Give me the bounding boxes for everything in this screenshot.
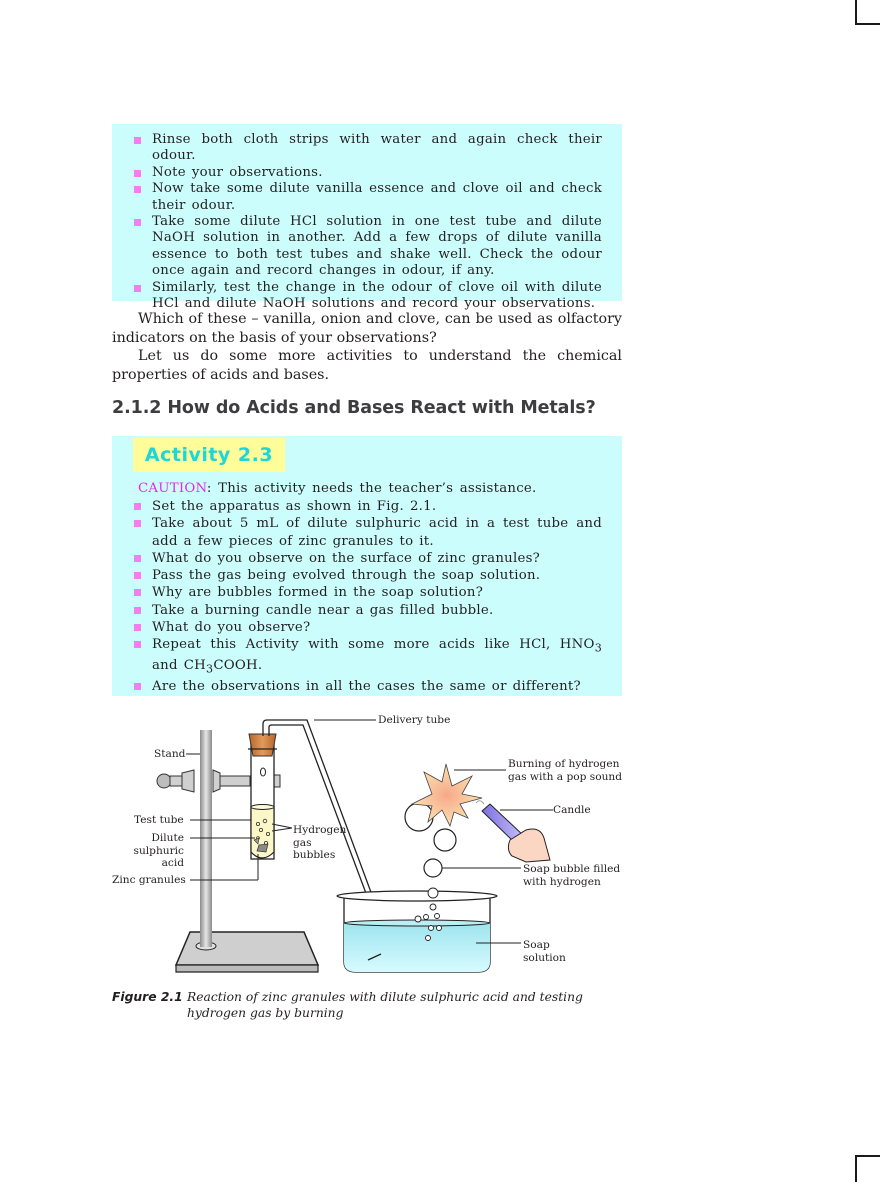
list-item: Take about 5 mL of dilute sulphuric acid in a test tube and add a few pieces of zinc granules to it. bbox=[112, 515, 602, 550]
caution-word: CAUTION bbox=[138, 481, 207, 496]
crop-mark-top-right bbox=[855, 0, 880, 25]
bullet-icon bbox=[134, 572, 141, 579]
list-item: Set the apparatus as shown in Fig. 2.1. bbox=[112, 498, 602, 515]
bullet-icon bbox=[134, 641, 141, 648]
body-text bbox=[112, 310, 622, 384]
beaker-icon bbox=[337, 888, 497, 972]
list-item: Similarly, test the change in the odour of clove oil with dilute HCl and dilute NaOH solutions and record your observations. bbox=[112, 280, 602, 313]
figure-caption bbox=[112, 990, 627, 1020]
list-item: Note your observations. bbox=[112, 165, 602, 181]
list-item: Now take some dilute vanilla essence and clove oil and check their odour. bbox=[112, 181, 602, 214]
bullet-icon bbox=[134, 607, 141, 614]
list-item: Rinse both cloth strips with water and again check their odour. bbox=[112, 132, 602, 165]
bullet-icon bbox=[134, 683, 141, 690]
paragraph: Let us do some more activities to understand the chemical properties of acids and bases. bbox=[112, 348, 622, 383]
activity-steps-list bbox=[112, 124, 622, 312]
crop-mark-bottom-right bbox=[855, 1155, 880, 1182]
list-item: What do you observe? bbox=[112, 619, 602, 636]
label-dilute-acid: Dilute sulphuric acid bbox=[133, 832, 184, 869]
label-zinc-granules: Zinc granules bbox=[112, 874, 186, 886]
label-delivery-tube: Delivery tube bbox=[378, 714, 451, 726]
bullet-icon bbox=[134, 137, 141, 144]
figure-apparatus bbox=[106, 700, 630, 985]
list-item: Pass the gas being evolved through the soap solution. bbox=[112, 567, 602, 584]
bullet-icon bbox=[134, 503, 141, 510]
section-heading: 2.1.2 How do Acids and Bases React with Metals? bbox=[112, 398, 596, 418]
bullet-icon bbox=[134, 285, 141, 292]
caption-text: Reaction of zinc granules with dilute sulphuric acid and testing hydrogen gas by burning bbox=[187, 990, 583, 1020]
label-burning: Burning of hydrogen gas with a pop sound bbox=[508, 758, 623, 783]
test-tube-icon bbox=[248, 734, 277, 859]
caution-note: CAUTION: This activity needs the teacher’s assistance. bbox=[138, 481, 537, 496]
figure-number: Figure 2.1 bbox=[112, 990, 183, 1004]
bullet-icon bbox=[134, 589, 141, 596]
list-item: Why are bubbles formed in the soap solution? bbox=[112, 584, 602, 601]
label-soap-bubble: Soap bubble filled with hydrogen bbox=[523, 863, 621, 888]
bullet-icon bbox=[134, 624, 141, 631]
list-item: Take some dilute HCl solution in one test tube and dilute NaOH solution in another. Add a few drops of dilute vanilla essence to both test tubes and shake well. Check the odour once again and record changes in odour, if any. bbox=[112, 214, 602, 280]
activity-steps-box bbox=[112, 124, 622, 312]
activity-steps-list bbox=[112, 498, 602, 696]
label-candle: Candle bbox=[553, 804, 591, 816]
bullet-icon bbox=[134, 520, 141, 527]
bullet-icon bbox=[134, 219, 141, 226]
activity-title: Activity 2.3 bbox=[133, 438, 285, 472]
label-hydrogen-bubbles: Hydrogen gas bubbles bbox=[293, 824, 347, 861]
label-stand: Stand bbox=[154, 748, 186, 760]
bullet-icon bbox=[134, 170, 141, 177]
label-soap-solution: Soap solution bbox=[523, 939, 566, 964]
list-item: Are the observations in all the cases the same or different? bbox=[112, 678, 602, 695]
list-item: Repeat this Activity with some more acids like HCl, $HNO_3$ and $CH_3COOH$. bbox=[112, 636, 602, 678]
list-item: Take a burning candle near a gas filled bubble. bbox=[112, 602, 602, 619]
paragraph: Which of these – vanilla, onion and clove, can be used as olfactory indicators on the basis of your observations? bbox=[112, 311, 622, 346]
activity-box bbox=[112, 436, 622, 696]
bullet-icon bbox=[134, 186, 141, 193]
bullet-icon bbox=[134, 555, 141, 562]
list-item: What do you observe on the surface of zinc granules? bbox=[112, 550, 602, 567]
label-test-tube: Test tube bbox=[134, 814, 184, 826]
